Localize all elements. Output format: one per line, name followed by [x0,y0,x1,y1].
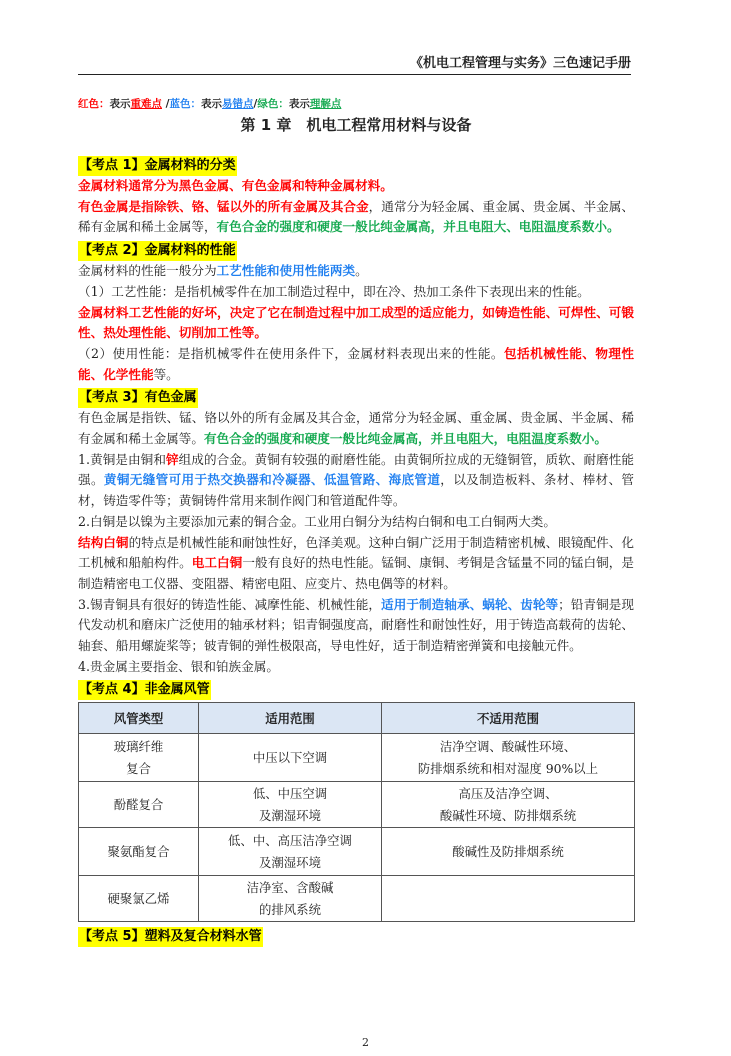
kp1-paragraph [78,197,634,238]
legend-red-label: 红色： [78,98,110,110]
header-title: 《机电工程管理与实务》三色速记手册 [409,56,631,71]
kp3-p5-a: 3.锡青铜具有很好的铸造性能、减摩性能、机械性能， [78,596,382,612]
cell-line: 低、中、高压洁净空调 [228,832,352,848]
duct-table [78,702,635,922]
kp2-l4-end: 等。 [153,366,179,382]
chapter-title: 第 1 章 机电工程常用材料与设备 [240,116,472,134]
kp4-title: 【考点 4】非金属风管 [78,680,211,700]
table-cell-type [79,876,199,922]
page-content [78,96,634,947]
legend-red-text: 表示 [109,98,131,110]
table-cell-unsuitable [382,828,635,876]
kp1-p2-green: 有色合金的强度和硬度一般比纯金属高，并且电阻大、电阻温度系数小。 [216,219,620,235]
legend-green-text: 表示 [288,98,310,110]
table-cell-suitable [199,828,382,876]
kp3-p4-red2: 电工白铜 [191,555,243,571]
kp3-p1-normal: 有色金属是指铁、锰、铬以外的所有金属及其合金，通常分为轻金属、重金属、贵金属、半金属、稀有金属和稀土金属等。 [78,410,634,447]
kp3-paragraph6: 4.贵金属主要指金、银和铂族金属。 [78,658,279,674]
cell-line: 中压以下空调 [252,749,328,765]
kp3-paragraph4 [78,533,634,595]
kp1-line1-text: 金属材料通常分为黑色金属、有色金属和特种金属材料。 [78,178,393,193]
color-legend [78,96,634,112]
page-number: 2 [362,1036,369,1049]
kp1-line1 [78,176,634,197]
legend-blue-text: 表示 [201,98,222,110]
cell-line: 聚氨酯复合 [107,843,170,859]
kp3-p4-a: 的特点是机械性能和耐蚀性好，色泽美观。这种白铜广泛用于制造精密机械、眼镜配件、化工机械和船舶构件。 [78,534,635,571]
kp2-l3-red: 金属材料工艺性能的好坏，决定了它在制造过程中加工成型的适应能力，如铸造性能、可焊性、可锻性、热处理性能、切削加工性等。 [78,304,634,341]
kp2-l4-red: 包括机械性能、物理性能、化学性能 [78,345,635,382]
kp3-p2-c: ，以及制造板料、条材、棒材、管材，铸造零件等；黄铜铸件常用来制作阀门和管道配件等。 [78,472,635,509]
table-header-type: 风管类型 [79,703,199,734]
kp3-p2-b: 组成的合金。黄铜有较强的耐磨性能。由黄铜所拉成的无缝铜管，质软、耐磨性能强。 [78,451,634,488]
kp3-p2-a: 1.黄铜是由铜和 [78,451,166,467]
kp3-paragraph5 [78,595,634,657]
kp3-p4-b: 一般有良好的热电性能。锰铜、康铜、考铜是含锰量不同的锰白铜，是制造精密电工仪器、变阻器、精密电阻、应变片、热电偶等的材料。 [78,555,635,591]
section-kp1-heading [78,153,634,176]
kp3-title: 【考点 3】有色金属 [78,388,198,408]
kp3-p1-green: 有色合金的强度和硬度一般比纯金属高，并且电阻大，电阻温度系数小。 [203,431,607,447]
cell-line: 防排烟系统和相对湿度 90%以上 [417,760,599,776]
kp2-line4 [78,344,634,385]
kp2-l1-normal: 金属材料的性能一般分为 [78,263,217,279]
section-kp3-heading [78,385,634,408]
table-cell-suitable [199,782,382,828]
kp2-line3 [78,303,634,344]
table-header-row [79,703,635,734]
legend-sep2: / [253,98,258,110]
cell-line: 的排风系统 [259,901,321,917]
table-cell-type [79,828,199,876]
table-cell-type [79,782,199,828]
cell-line: 低、中压空调 [252,785,328,801]
cell-line: 及潮湿环境 [259,807,321,823]
table-cell-suitable [199,734,382,782]
kp3-paragraph1 [78,408,634,449]
running-header [78,52,631,75]
legend-green-key: 理解点 [309,98,342,110]
kp2-l1-blue: 工艺性能和使用性能两类 [216,263,356,279]
kp5-title: 【考点 5】塑料及复合材料水管 [78,927,263,947]
table-header-unsuitable: 不适用范围 [382,703,635,734]
cell-line: 复合 [126,760,151,776]
kp3-p5-blue: 适用于制造轴承、蜗轮、齿轮等 [381,596,559,612]
legend-blue-key: 易错点 [222,98,254,110]
kp3-p2-red: 锌 [165,451,179,467]
cell-line: 玻璃纤维 [113,738,164,754]
table-cell-suitable [199,876,382,922]
table-row [79,828,635,876]
kp2-l4-normal: （2）使用性能：是指机械零件在使用条件下，金属材料表现出来的性能。 [78,345,504,361]
kp3-p2-blue: 黄铜无缝管可用于热交换器和冷凝器、低温管路、海底管道 [103,472,441,488]
kp3-p4-red1: 结构白铜 [78,534,129,550]
legend-red-key: 重难点 [130,98,162,110]
table-header-suitable: 适用范围 [199,703,382,734]
cell-line: 硬聚氯乙烯 [107,890,170,906]
table-cell-unsuitable [382,876,635,922]
section-kp2-heading [78,238,634,261]
legend-sep1: / [162,98,170,110]
cell-line: 酚醛复合 [113,796,164,812]
kp2-line2: （1）工艺性能：是指机械零件在加工制造过程中，即在冷、热加工条件下表现出来的性能。 [78,283,590,299]
table-row [79,876,635,922]
table-row [79,734,635,782]
kp1-p2-normal: ，通常分为轻金属、重金属、贵金属、半金属、稀有金属和稀土金属等， [78,198,635,235]
kp1-title: 【考点 1】金属材料的分类 [78,156,237,176]
kp3-paragraph3: 2.白铜是以镍为主要添加元素的铜合金。工业用白铜分为结构白铜和电工白铜两大类。 [78,513,556,529]
kp1-p2-red: 有色金属是指除铁、铬、锰以外的所有金属及其合金 [78,198,369,214]
cell-line: 及潮湿环境 [259,854,321,870]
cell-line: 高压及洁净空调、 [458,785,558,801]
table-cell-unsuitable [382,782,635,828]
section-kp5-heading [78,924,634,947]
table-cell-unsuitable [382,734,635,782]
cell-line: 酸碱性环境、防排烟系统 [439,807,577,823]
cell-line: 洁净室、含酸碱 [246,879,334,895]
table-row [79,782,635,828]
kp3-p5-b: ；铅青铜是现代发动机和磨床广泛使用的轴承材料；铝青铜强度高，耐磨性和耐蚀性好，用于铸造高载荷的齿轮、轴套、船用螺旋桨等；铍青铜的弹性极限高，导电性好，适于制造精密弹簧和电接触元件。 [78,596,635,654]
section-kp4-heading [78,677,634,700]
cell-line: 酸碱性及防排烟系统 [452,843,564,859]
kp2-line1 [78,261,634,282]
kp3-paragraph2 [78,450,634,512]
legend-green-label: 绿色： [257,98,289,110]
kp2-title: 【考点 2】金属材料的性能 [78,241,237,261]
cell-line: 洁净空调、酸碱性环境、 [439,738,577,754]
table-cell-type [79,734,199,782]
kp2-l1-end: 。 [355,263,368,279]
legend-blue-label: 蓝色： [169,98,201,110]
